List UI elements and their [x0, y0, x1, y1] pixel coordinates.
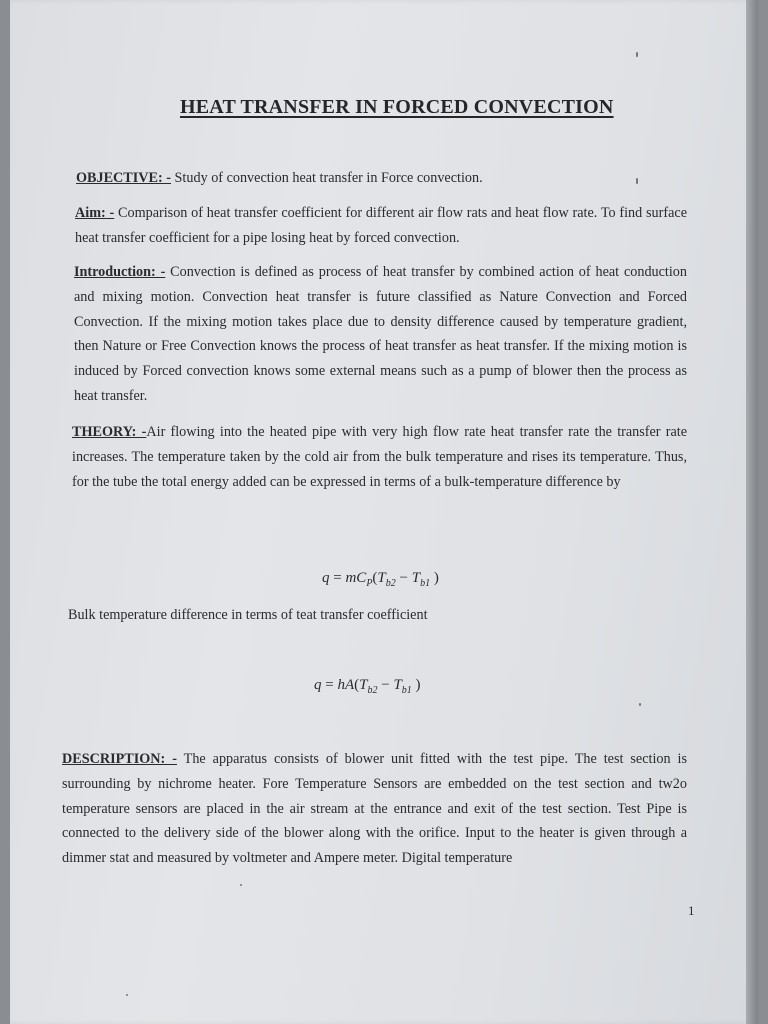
equation-convection: $q = hA(T_{b2} - T_{b1}$ ) [314, 677, 421, 696]
introduction-paragraph [74, 260, 687, 409]
paper-speck [126, 994, 128, 996]
theory-label: THEORY: - [72, 424, 147, 440]
description-text: The apparatus consists of blower unit fitted with the test pipe. The test section is surrounding by nichrome heater. Fore Temperature Sensors are embedded on the test section and tw2o temperature sensors are placed in the air stream at the entrance and exit of the test section. Test Pipe is connected to the delivery side of the blower along with the orifice. Input to the heater is given through a dimmer stat and measured by voltmeter and Ampere meter. Digital temperature [62, 751, 687, 867]
paper-speck [636, 178, 638, 184]
theory-text: Air flowing into the heated pipe with very high flow rate heat transfer rate the transfer rate increases. The temperature taken by the cold air from the bulk temperature and rises its temperature. Thus, for the tube the total energy added can be expressed in terms of a bulk-temperature difference by [72, 424, 688, 490]
document-page [10, 0, 758, 1024]
objective-text: Study of convection heat transfer in Force convection. [171, 170, 483, 186]
introduction-text: Convection is defined as process of heat transfer by combined action of heat conduction and mixing motion. Convection heat transfer is future classified as Nature Convection and Forced Convection. If the mixing motion takes place due to density difference caused by temperature gradient, then Nature or Free Convection knows the process of heat transfer as heat transfer. If the mixing motion is induced by Forced convection knows some external means such as a pump of blower then the process as heat transfer. [74, 264, 687, 404]
objective-paragraph [76, 166, 686, 191]
aim-label: Aim: - [75, 205, 115, 221]
equation-energy: $q = mC_P(T_{b2} - T_{b1}$ ) [322, 570, 439, 589]
introduction-label: Introduction: - [74, 264, 166, 280]
aim-paragraph [75, 201, 687, 251]
paper-speck [240, 884, 242, 886]
description-label: DESCRIPTION: - [62, 751, 177, 767]
page-number: 1 [688, 903, 695, 918]
aim-text: Comparison of heat transfer coefficient for different air flow rats and heat flow rate. To find surface heat transfer coefficient for a pipe losing heat by forced convection. [75, 205, 687, 246]
paper-speck [636, 52, 638, 57]
objective-label: OBJECTIVE: - [76, 170, 171, 186]
page-title: HEAT TRANSFER IN FORCED CONVECTION [180, 96, 614, 118]
bulk-temperature-text: Bulk temperature difference in terms of teat transfer coefficient [68, 607, 428, 623]
theory-paragraph [72, 420, 687, 494]
description-paragraph [62, 747, 687, 871]
page-edge-shadow [746, 0, 758, 1024]
paper-speck [639, 703, 641, 706]
